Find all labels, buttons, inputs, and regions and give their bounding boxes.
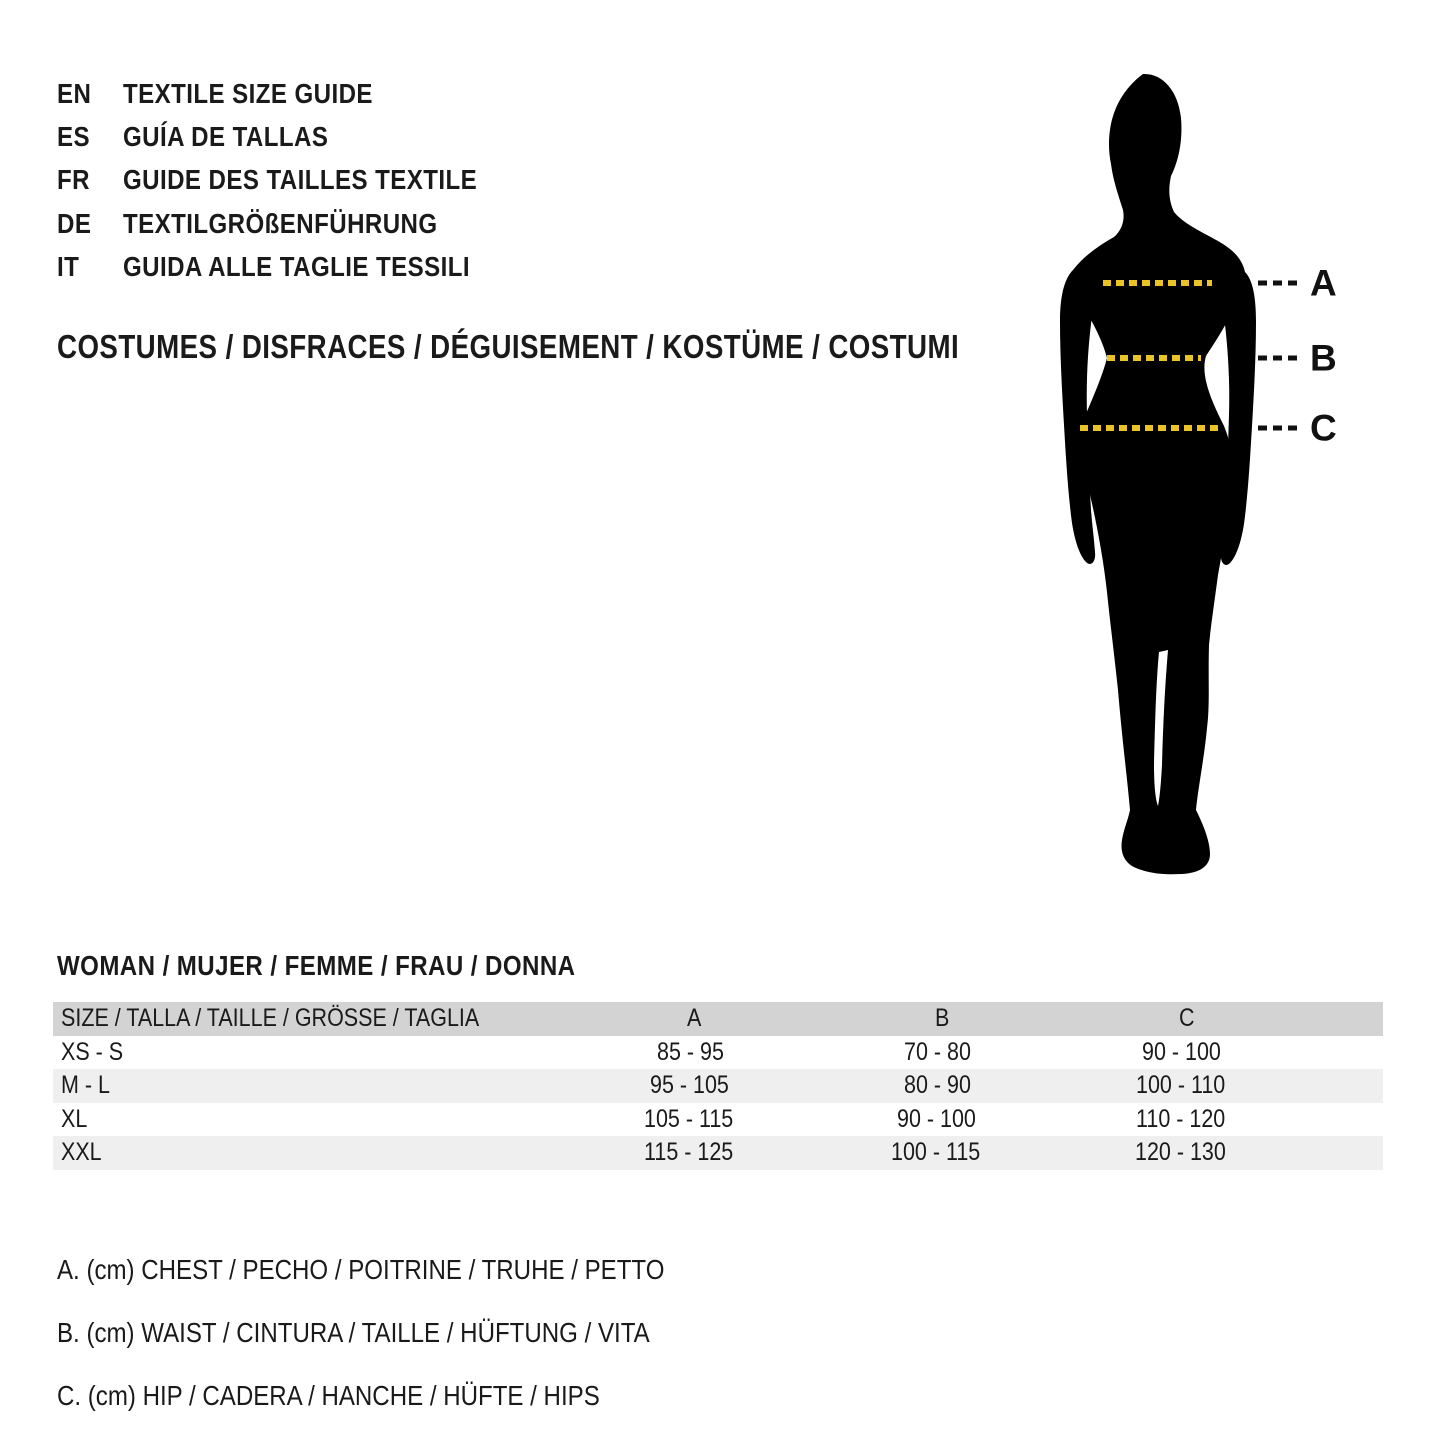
note-chest: A. (cm) CHEST / PECHO / POITRINE / TRUHE / PETTO [57, 1253, 665, 1285]
language-code: IT [57, 251, 80, 283]
size-cell: XXL [61, 1138, 102, 1167]
chest-label: A [1310, 262, 1337, 304]
waist-cell: 100 - 115 [891, 1138, 981, 1167]
section-heading-woman: WOMAN / MUJER / FEMME / FRAU / DONNA [57, 950, 576, 981]
language-code: ES [57, 121, 90, 153]
language-row-es [57, 115, 535, 158]
table-header-size: SIZE / TALLA / TAILLE / GRÖSSE / TAGLIA [61, 1004, 480, 1033]
table-header-row [53, 1002, 1383, 1036]
woman-silhouette-diagram [1010, 60, 1430, 880]
language-title: GUIDA ALLE TAGLIE TESSILI [123, 251, 470, 283]
size-cell: XL [61, 1104, 88, 1133]
table-row-m-l [53, 1069, 1383, 1103]
chest-cell: 105 - 115 [643, 1104, 733, 1133]
table-header-b: B [934, 1004, 950, 1033]
language-title: GUIDE DES TAILLES TEXTILE [123, 164, 478, 196]
chest-cell: 85 - 95 [656, 1037, 724, 1066]
waist-label: B [1310, 337, 1337, 379]
language-title: GUÍA DE TALLAS [123, 121, 329, 153]
language-code: FR [57, 164, 90, 196]
waist-cell: 70 - 80 [904, 1037, 972, 1066]
language-title: TEXTILGRÖßENFÜHRUNG [123, 207, 438, 239]
language-row-de [57, 202, 535, 245]
table-header-a: A [687, 1004, 702, 1033]
category-heading: COSTUMES / DISFRACES / DÉGUISEMENT / KOSTÜME / COSTUMI [57, 328, 960, 365]
table-header-c: C [1178, 1004, 1195, 1033]
hip-cell: 100 - 110 [1136, 1071, 1226, 1100]
hip-label: C [1310, 407, 1337, 449]
language-code: EN [57, 77, 92, 109]
language-row-it [57, 246, 535, 289]
size-cell: XS - S [61, 1037, 124, 1066]
waist-cell: 80 - 90 [904, 1071, 972, 1100]
hip-cell: 110 - 120 [1136, 1104, 1226, 1133]
language-row-fr [57, 159, 535, 202]
measurement-notes [57, 1238, 763, 1427]
table-row-xs-s [53, 1036, 1383, 1070]
note-waist: B. (cm) WAIST / CINTURA / TAILLE / HÜFTUNG / VITA [57, 1316, 650, 1348]
measurement-figure [1010, 60, 1430, 880]
chest-cell: 115 - 125 [643, 1138, 733, 1167]
hip-cell: 90 - 100 [1142, 1037, 1222, 1066]
table-row-xl [53, 1103, 1383, 1137]
language-code: DE [57, 207, 92, 239]
language-row-en [57, 72, 535, 115]
size-table [53, 1002, 1383, 1170]
note-hip: C. (cm) HIP / CADERA / HANCHE / HÜFTE / HIPS [57, 1379, 600, 1411]
size-cell: M - L [61, 1071, 110, 1100]
waist-cell: 90 - 100 [897, 1104, 977, 1133]
language-list [57, 72, 535, 289]
chest-cell: 95 - 105 [649, 1071, 729, 1100]
table-row-xxl [53, 1136, 1383, 1170]
hip-cell: 120 - 130 [1135, 1138, 1227, 1167]
language-title: TEXTILE SIZE GUIDE [123, 77, 373, 109]
woman-silhouette-right-arm [1221, 272, 1256, 565]
